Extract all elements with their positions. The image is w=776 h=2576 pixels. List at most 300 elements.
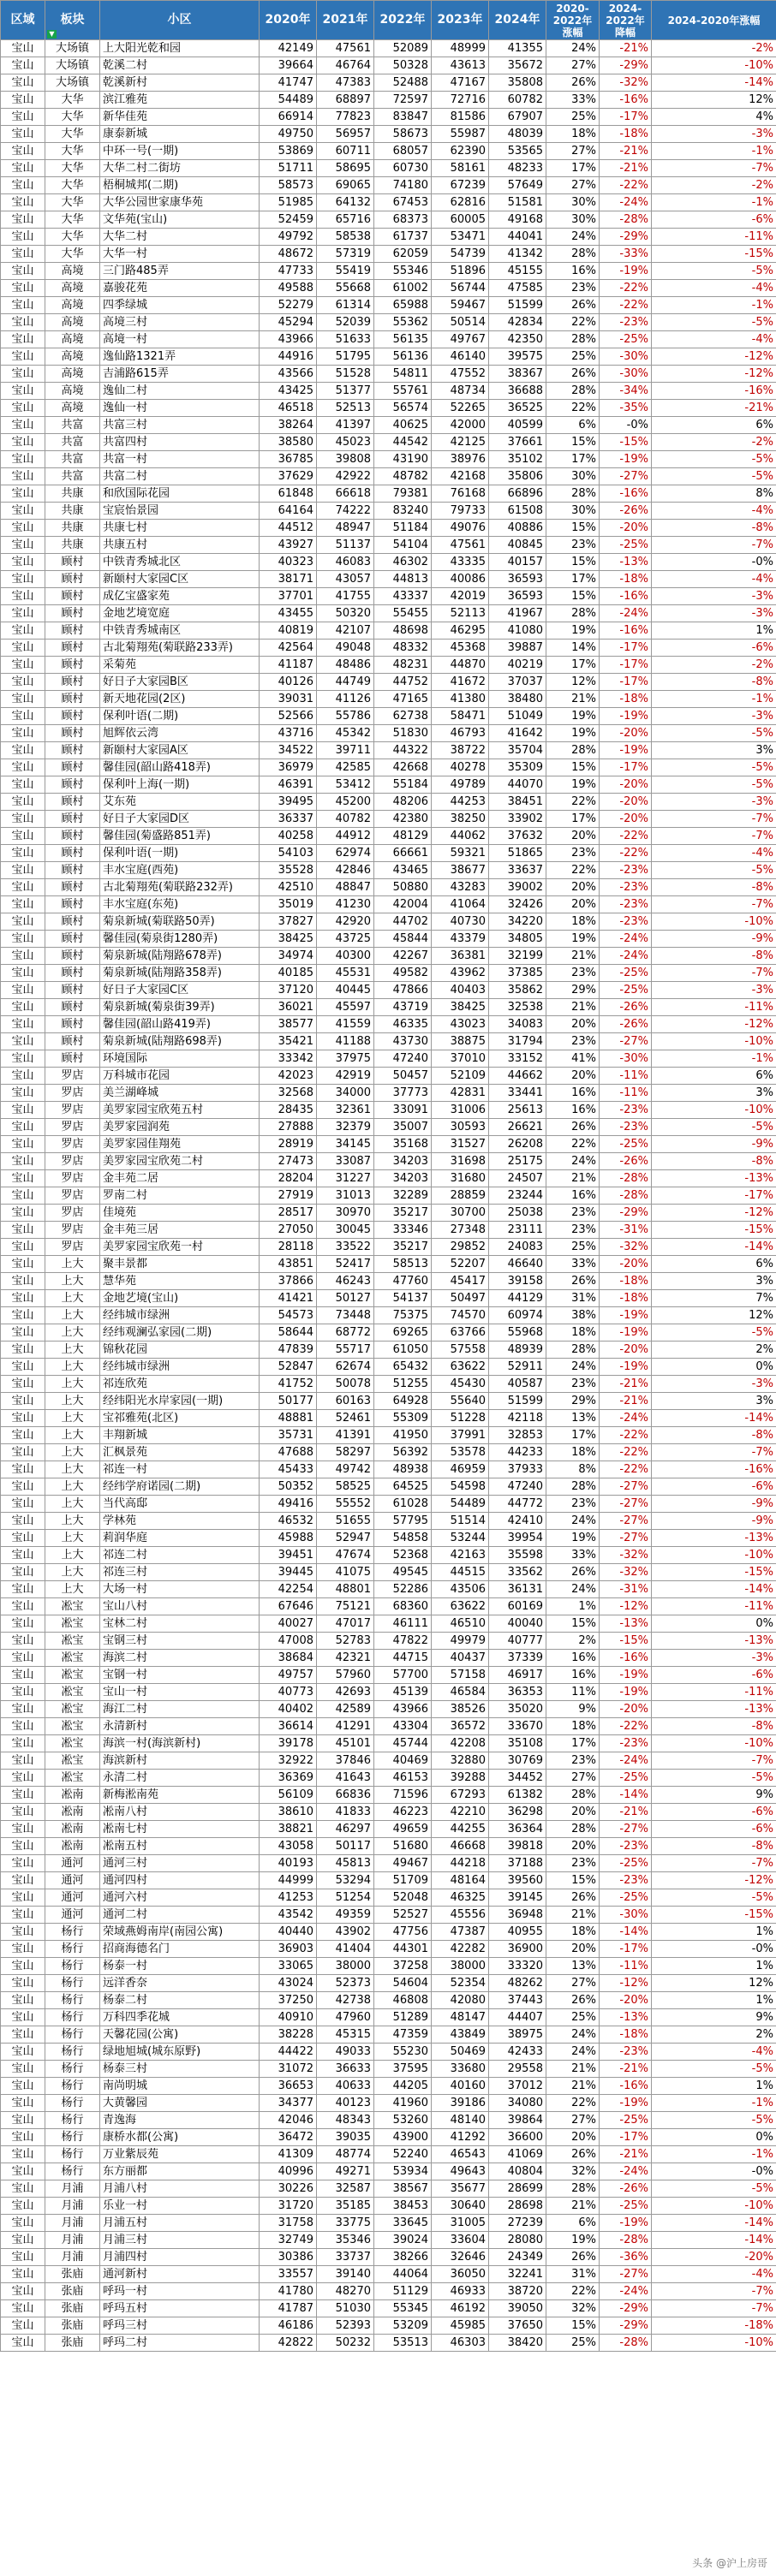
cell-rise-2024-2020: -4% xyxy=(652,845,776,862)
cell-price-2020: 48881 xyxy=(260,1410,317,1427)
cell-price-2021: 40782 xyxy=(317,811,374,828)
cell-sector: 上大 xyxy=(45,1273,100,1290)
cell-rise-2024-2020: -6% xyxy=(652,640,776,657)
cell-price-2024: 44041 xyxy=(489,229,546,246)
cell-drop-2024-2022: -17% xyxy=(600,640,652,657)
cell-rise-2024-2020: -15% xyxy=(652,246,776,263)
cell-price-2024: 44070 xyxy=(489,776,546,794)
cell-price-2021: 51633 xyxy=(317,331,374,348)
cell-price-2023: 38976 xyxy=(432,451,489,468)
table-row xyxy=(1,503,776,520)
cell-district: 宝山 xyxy=(1,2061,45,2078)
cell-price-2021: 39711 xyxy=(317,742,374,759)
cell-sector: 顾村 xyxy=(45,845,100,862)
cell-drop-2024-2022: -19% xyxy=(600,2215,652,2232)
cell-price-2020: 40402 xyxy=(260,1701,317,1718)
cell-price-2021: 43902 xyxy=(317,1924,374,1941)
cell-rise-2020-2022: 28% xyxy=(546,246,600,263)
cell-rise-2024-2020: -4% xyxy=(652,2266,776,2283)
cell-price-2024: 38975 xyxy=(489,2026,546,2044)
header-district: 区域 xyxy=(1,1,45,40)
cell-price-2020: 28919 xyxy=(260,1136,317,1153)
cell-community: 吉浦路615弄 xyxy=(100,366,260,383)
cell-drop-2024-2022: -32% xyxy=(600,1564,652,1581)
cell-rise-2020-2022: 16% xyxy=(546,1085,600,1102)
table-row xyxy=(1,1872,776,1889)
cell-district: 宝山 xyxy=(1,1136,45,1153)
cell-price-2022: 34203 xyxy=(374,1170,432,1187)
table-row xyxy=(1,314,776,331)
cell-rise-2024-2020: -10% xyxy=(652,1735,776,1752)
cell-price-2024: 46640 xyxy=(489,1256,546,1273)
cell-price-2023: 41064 xyxy=(432,896,489,913)
cell-price-2022: 55455 xyxy=(374,605,432,622)
cell-sector: 顾村 xyxy=(45,862,100,879)
cell-rise-2020-2022: 23% xyxy=(546,537,600,554)
cell-community: 新颐村大家园A区 xyxy=(100,742,260,759)
table-row xyxy=(1,1222,776,1239)
cell-price-2023: 43613 xyxy=(432,57,489,74)
cell-price-2022: 83240 xyxy=(374,503,432,520)
cell-price-2021: 52417 xyxy=(317,1256,374,1273)
table-row xyxy=(1,1410,776,1427)
cell-rise-2020-2022: 21% xyxy=(546,2061,600,2078)
cell-rise-2024-2020: 6% xyxy=(652,417,776,434)
table-row xyxy=(1,348,776,366)
cell-rise-2024-2020: -3% xyxy=(652,126,776,143)
cell-price-2024: 37661 xyxy=(489,434,546,451)
cell-district: 宝山 xyxy=(1,74,45,92)
cell-price-2021: 30045 xyxy=(317,1222,374,1239)
cell-rise-2024-2020: -14% xyxy=(652,1581,776,1598)
cell-district: 宝山 xyxy=(1,1102,45,1119)
cell-price-2021: 57960 xyxy=(317,1667,374,1684)
cell-rise-2024-2020: 12% xyxy=(652,1307,776,1324)
cell-rise-2024-2020: -1% xyxy=(652,143,776,160)
cell-rise-2020-2022: 18% xyxy=(546,126,600,143)
table-row xyxy=(1,177,776,194)
cell-rise-2020-2022: 28% xyxy=(546,1787,600,1804)
cell-rise-2020-2022: 17% xyxy=(546,451,600,468)
cell-price-2020: 27888 xyxy=(260,1119,317,1136)
cell-price-2020: 43425 xyxy=(260,383,317,400)
cell-price-2024: 38480 xyxy=(489,691,546,708)
cell-rise-2020-2022: 41% xyxy=(546,1050,600,1068)
cell-price-2021: 66836 xyxy=(317,1787,374,1804)
cell-price-2020: 67646 xyxy=(260,1598,317,1615)
cell-rise-2024-2020: -5% xyxy=(652,1324,776,1342)
cell-community: 馨佳园(菊泉街1280弄) xyxy=(100,931,260,948)
cell-price-2022: 61002 xyxy=(374,280,432,297)
cell-price-2020: 27473 xyxy=(260,1153,317,1170)
cell-price-2022: 61050 xyxy=(374,1342,432,1359)
cell-price-2021: 58538 xyxy=(317,229,374,246)
cell-rise-2024-2020: -5% xyxy=(652,862,776,879)
cell-price-2020: 33065 xyxy=(260,1958,317,1975)
cell-price-2022: 52089 xyxy=(374,40,432,57)
header-2021: 2021年 xyxy=(317,1,374,40)
cell-price-2020: 42822 xyxy=(260,2335,317,2352)
cell-rise-2024-2020: 1% xyxy=(652,2078,776,2095)
table-row xyxy=(1,759,776,776)
cell-rise-2024-2020: -1% xyxy=(652,194,776,211)
cell-rise-2020-2022: 27% xyxy=(546,1770,600,1787)
cell-price-2021: 40123 xyxy=(317,2095,374,2112)
cell-drop-2024-2022: -19% xyxy=(600,1324,652,1342)
cell-rise-2024-2020: -13% xyxy=(652,1530,776,1547)
cell-district: 宝山 xyxy=(1,1068,45,1085)
cell-drop-2024-2022: -14% xyxy=(600,1787,652,1804)
cell-price-2020: 38228 xyxy=(260,2026,317,2044)
cell-community: 新天地花园(2区) xyxy=(100,691,260,708)
table-row xyxy=(1,1136,776,1153)
cell-price-2023: 49076 xyxy=(432,520,489,537)
cell-sector: 张庙 xyxy=(45,2335,100,2352)
table-row xyxy=(1,2009,776,2026)
cell-price-2020: 37250 xyxy=(260,1992,317,2009)
cell-price-2023: 43379 xyxy=(432,931,489,948)
cell-price-2021: 48270 xyxy=(317,2283,374,2300)
cell-price-2024: 38420 xyxy=(489,2335,546,2352)
cell-price-2023: 54598 xyxy=(432,1478,489,1496)
cell-price-2024: 36593 xyxy=(489,588,546,605)
cell-community: 新颐村大家园C区 xyxy=(100,571,260,588)
cell-district: 宝山 xyxy=(1,263,45,280)
cell-rise-2020-2022: 13% xyxy=(546,1958,600,1975)
cell-rise-2024-2020: -5% xyxy=(652,451,776,468)
cell-price-2024: 33902 xyxy=(489,811,546,828)
cell-price-2022: 37773 xyxy=(374,1085,432,1102)
cell-rise-2024-2020: 4% xyxy=(652,109,776,126)
cell-drop-2024-2022: -25% xyxy=(600,2198,652,2215)
cell-rise-2020-2022: 23% xyxy=(546,1496,600,1513)
cell-drop-2024-2022: -30% xyxy=(600,366,652,383)
cell-price-2021: 52039 xyxy=(317,314,374,331)
cell-rise-2024-2020: -4% xyxy=(652,331,776,348)
cell-price-2023: 46668 xyxy=(432,1838,489,1855)
cell-price-2024: 32199 xyxy=(489,948,546,965)
cell-rise-2020-2022: 22% xyxy=(546,794,600,811)
cell-rise-2024-2020: -3% xyxy=(652,794,776,811)
cell-drop-2024-2022: -26% xyxy=(600,999,652,1016)
table-row xyxy=(1,2180,776,2198)
cell-price-2020: 30226 xyxy=(260,2180,317,2198)
cell-rise-2020-2022: 18% xyxy=(546,1324,600,1342)
cell-district: 宝山 xyxy=(1,1821,45,1838)
cell-rise-2024-2020: -0% xyxy=(652,554,776,571)
table-row xyxy=(1,2112,776,2129)
cell-price-2023: 62816 xyxy=(432,194,489,211)
cell-price-2022: 58673 xyxy=(374,126,432,143)
cell-price-2020: 47008 xyxy=(260,1633,317,1650)
cell-rise-2020-2022: 27% xyxy=(546,1975,600,1992)
cell-price-2023: 48164 xyxy=(432,1872,489,1889)
cell-price-2022: 53513 xyxy=(374,2335,432,2352)
cell-price-2023: 51514 xyxy=(432,1513,489,1530)
cell-price-2021: 48343 xyxy=(317,2112,374,2129)
cell-rise-2020-2022: 21% xyxy=(546,2198,600,2215)
cell-price-2021: 51030 xyxy=(317,2300,374,2317)
cell-rise-2020-2022: 29% xyxy=(546,982,600,999)
header-2023: 2023年 xyxy=(432,1,489,40)
cell-rise-2024-2020: -6% xyxy=(652,1821,776,1838)
cell-community: 万科四季花城 xyxy=(100,2009,260,2026)
cell-price-2022: 45744 xyxy=(374,1735,432,1752)
cell-rise-2020-2022: 26% xyxy=(546,1119,600,1136)
cell-price-2020: 36472 xyxy=(260,2129,317,2146)
cell-rise-2024-2020: -14% xyxy=(652,2215,776,2232)
cell-price-2020: 28517 xyxy=(260,1205,317,1222)
cell-rise-2024-2020: -12% xyxy=(652,366,776,383)
cell-district: 宝山 xyxy=(1,348,45,366)
cell-rise-2024-2020: -0% xyxy=(652,2163,776,2180)
cell-price-2020: 36903 xyxy=(260,1941,317,1958)
cell-price-2023: 38875 xyxy=(432,1033,489,1050)
cell-rise-2020-2022: 17% xyxy=(546,571,600,588)
cell-price-2020: 39664 xyxy=(260,57,317,74)
cell-price-2022: 56136 xyxy=(374,348,432,366)
cell-price-2021: 36633 xyxy=(317,2061,374,2078)
cell-price-2023: 40437 xyxy=(432,1650,489,1667)
cell-community: 保利叶语(二期) xyxy=(100,708,260,725)
filter-icon[interactable]: ▼ xyxy=(47,30,57,39)
cell-drop-2024-2022: -19% xyxy=(600,451,652,468)
cell-community: 共富二村 xyxy=(100,468,260,485)
cell-price-2021: 55419 xyxy=(317,263,374,280)
cell-price-2023: 32880 xyxy=(432,1752,489,1770)
cell-price-2021: 45531 xyxy=(317,965,374,982)
cell-drop-2024-2022: -32% xyxy=(600,1547,652,1564)
cell-price-2024: 42410 xyxy=(489,1513,546,1530)
cell-drop-2024-2022: -25% xyxy=(600,331,652,348)
table-row xyxy=(1,622,776,640)
cell-price-2024: 41642 xyxy=(489,725,546,742)
cell-community: 凇南五村 xyxy=(100,1838,260,1855)
cell-drop-2024-2022: -23% xyxy=(600,1102,652,1119)
cell-price-2023: 74570 xyxy=(432,1307,489,1324)
cell-sector: 大华 xyxy=(45,92,100,109)
cell-price-2022: 39024 xyxy=(374,2232,432,2249)
cell-sector: 顾村 xyxy=(45,605,100,622)
cell-community: 海滨二村 xyxy=(100,1650,260,1667)
table-row xyxy=(1,640,776,657)
cell-district: 宝山 xyxy=(1,2078,45,2095)
table-row xyxy=(1,1290,776,1307)
cell-price-2021: 32379 xyxy=(317,1119,374,1136)
table-row xyxy=(1,280,776,297)
cell-price-2024: 37037 xyxy=(489,674,546,691)
cell-price-2022: 71596 xyxy=(374,1787,432,1804)
cell-rise-2020-2022: 16% xyxy=(546,1187,600,1205)
cell-rise-2024-2020: -3% xyxy=(652,1650,776,1667)
table-row xyxy=(1,74,776,92)
cell-price-2024: 24507 xyxy=(489,1170,546,1187)
cell-community: 逸仙路1321弄 xyxy=(100,348,260,366)
cell-rise-2020-2022: 18% xyxy=(546,1924,600,1941)
cell-price-2021: 33775 xyxy=(317,2215,374,2232)
table-row xyxy=(1,2215,776,2232)
cell-price-2021: 46764 xyxy=(317,57,374,74)
cell-price-2020: 36614 xyxy=(260,1718,317,1735)
cell-price-2024: 39954 xyxy=(489,1530,546,1547)
cell-district: 宝山 xyxy=(1,2009,45,2026)
cell-rise-2020-2022: 21% xyxy=(546,2078,600,2095)
cell-price-2022: 46153 xyxy=(374,1770,432,1787)
cell-price-2024: 36298 xyxy=(489,1804,546,1821)
cell-price-2021: 53294 xyxy=(317,1872,374,1889)
cell-sector: 张庙 xyxy=(45,2283,100,2300)
cell-price-2020: 43566 xyxy=(260,366,317,383)
cell-rise-2020-2022: 15% xyxy=(546,1615,600,1633)
cell-rise-2020-2022: 25% xyxy=(546,109,600,126)
cell-price-2023: 47167 xyxy=(432,74,489,92)
cell-price-2021: 42919 xyxy=(317,1068,374,1085)
cell-district: 宝山 xyxy=(1,862,45,879)
cell-rise-2020-2022: 24% xyxy=(546,40,600,57)
cell-sector: 共富 xyxy=(45,417,100,434)
cell-drop-2024-2022: -20% xyxy=(600,1342,652,1359)
table-row xyxy=(1,1650,776,1667)
cell-drop-2024-2022: -28% xyxy=(600,1170,652,1187)
cell-rise-2020-2022: 15% xyxy=(546,759,600,776)
cell-district: 宝山 xyxy=(1,588,45,605)
cell-rise-2024-2020: -6% xyxy=(652,211,776,229)
cell-price-2020: 40027 xyxy=(260,1615,317,1633)
cell-price-2022: 44715 xyxy=(374,1650,432,1667)
cell-price-2021: 41230 xyxy=(317,896,374,913)
cell-rise-2020-2022: 18% xyxy=(546,913,600,931)
cell-price-2020: 51985 xyxy=(260,194,317,211)
cell-price-2024: 41080 xyxy=(489,622,546,640)
cell-price-2024: 34080 xyxy=(489,2095,546,2112)
cell-community: 逸仙一村 xyxy=(100,400,260,417)
cell-price-2023: 43335 xyxy=(432,554,489,571)
cell-price-2023: 37991 xyxy=(432,1427,489,1444)
cell-rise-2020-2022: 17% xyxy=(546,1427,600,1444)
cell-price-2022: 55345 xyxy=(374,2300,432,2317)
cell-community: 宝钢一村 xyxy=(100,1667,260,1684)
cell-community: 美罗家园宝欣苑一村 xyxy=(100,1239,260,1256)
cell-rise-2020-2022: 25% xyxy=(546,348,600,366)
cell-community: 中铁青秀城北区 xyxy=(100,554,260,571)
cell-price-2020: 43058 xyxy=(260,1838,317,1855)
cell-price-2024: 34805 xyxy=(489,931,546,948)
cell-price-2022: 56574 xyxy=(374,400,432,417)
cell-price-2024: 35862 xyxy=(489,982,546,999)
cell-drop-2024-2022: -17% xyxy=(600,759,652,776)
cell-drop-2024-2022: -24% xyxy=(600,931,652,948)
cell-price-2021: 48486 xyxy=(317,657,374,674)
cell-district: 宝山 xyxy=(1,725,45,742)
cell-price-2021: 42321 xyxy=(317,1650,374,1667)
cell-price-2023: 44515 xyxy=(432,1564,489,1581)
cell-sector: 上大 xyxy=(45,1513,100,1530)
table-row xyxy=(1,1907,776,1924)
cell-price-2021: 51655 xyxy=(317,1513,374,1530)
cell-price-2020: 31072 xyxy=(260,2061,317,2078)
cell-sector: 大华 xyxy=(45,143,100,160)
cell-rise-2020-2022: 17% xyxy=(546,160,600,177)
cell-community: 三门路485弄 xyxy=(100,263,260,280)
cell-rise-2020-2022: 26% xyxy=(546,1564,600,1581)
cell-price-2023: 49643 xyxy=(432,2163,489,2180)
cell-price-2020: 40910 xyxy=(260,2009,317,2026)
cell-price-2022: 44322 xyxy=(374,742,432,759)
cell-rise-2020-2022: 19% xyxy=(546,931,600,948)
cell-price-2023: 79733 xyxy=(432,503,489,520)
cell-sector: 罗店 xyxy=(45,1119,100,1136)
cell-rise-2024-2020: -20% xyxy=(652,2249,776,2266)
cell-price-2020: 41752 xyxy=(260,1376,317,1393)
cell-sector: 凇宝 xyxy=(45,1650,100,1667)
cell-price-2023: 38677 xyxy=(432,862,489,879)
cell-district: 宝山 xyxy=(1,1975,45,1992)
cell-price-2024: 39818 xyxy=(489,1838,546,1855)
cell-price-2021: 53412 xyxy=(317,776,374,794)
cell-price-2022: 75375 xyxy=(374,1307,432,1324)
cell-price-2023: 48140 xyxy=(432,2112,489,2129)
cell-price-2024: 40219 xyxy=(489,657,546,674)
cell-price-2023: 40730 xyxy=(432,913,489,931)
cell-drop-2024-2022: -23% xyxy=(600,913,652,931)
cell-district: 宝山 xyxy=(1,1838,45,1855)
cell-rise-2020-2022: 22% xyxy=(546,1136,600,1153)
table-row xyxy=(1,725,776,742)
cell-rise-2024-2020: -10% xyxy=(652,913,776,931)
cell-district: 宝山 xyxy=(1,691,45,708)
cell-drop-2024-2022: -22% xyxy=(600,177,652,194)
cell-rise-2024-2020: -5% xyxy=(652,725,776,742)
cell-price-2024: 48233 xyxy=(489,160,546,177)
table-row xyxy=(1,1205,776,1222)
cell-community: 宝山一村 xyxy=(100,1684,260,1701)
header-sector[interactable]: 板块 ▼ xyxy=(45,1,100,40)
cell-price-2022: 44301 xyxy=(374,1941,432,1958)
cell-price-2023: 63622 xyxy=(432,1598,489,1615)
cell-district: 宝山 xyxy=(1,982,45,999)
table-row xyxy=(1,708,776,725)
cell-price-2024: 35108 xyxy=(489,1735,546,1752)
cell-drop-2024-2022: -27% xyxy=(600,1478,652,1496)
cell-price-2023: 38425 xyxy=(432,999,489,1016)
cell-drop-2024-2022: -27% xyxy=(600,1513,652,1530)
cell-price-2020: 43542 xyxy=(260,1907,317,1924)
cell-price-2024: 28698 xyxy=(489,2198,546,2215)
cell-sector: 上大 xyxy=(45,1393,100,1410)
cell-price-2020: 40773 xyxy=(260,1684,317,1701)
cell-district: 宝山 xyxy=(1,1958,45,1975)
cell-price-2023: 45985 xyxy=(432,2317,489,2335)
cell-community: 莉润华庭 xyxy=(100,1530,260,1547)
cell-price-2022: 46223 xyxy=(374,1804,432,1821)
cell-price-2022: 47866 xyxy=(374,982,432,999)
cell-sector: 通河 xyxy=(45,1907,100,1924)
table-row xyxy=(1,1478,776,1496)
cell-price-2022: 66661 xyxy=(374,845,432,862)
cell-price-2022: 34203 xyxy=(374,1153,432,1170)
cell-drop-2024-2022: -19% xyxy=(600,263,652,280)
cell-district: 宝山 xyxy=(1,1770,45,1787)
table-row xyxy=(1,434,776,451)
cell-price-2020: 35731 xyxy=(260,1427,317,1444)
cell-rise-2020-2022: 20% xyxy=(546,2129,600,2146)
cell-price-2023: 31005 xyxy=(432,2215,489,2232)
table-body xyxy=(1,40,776,2352)
cell-price-2020: 50177 xyxy=(260,1393,317,1410)
cell-sector: 上大 xyxy=(45,1342,100,1359)
cell-community: 好日子大家园B区 xyxy=(100,674,260,691)
header-row xyxy=(1,1,776,40)
